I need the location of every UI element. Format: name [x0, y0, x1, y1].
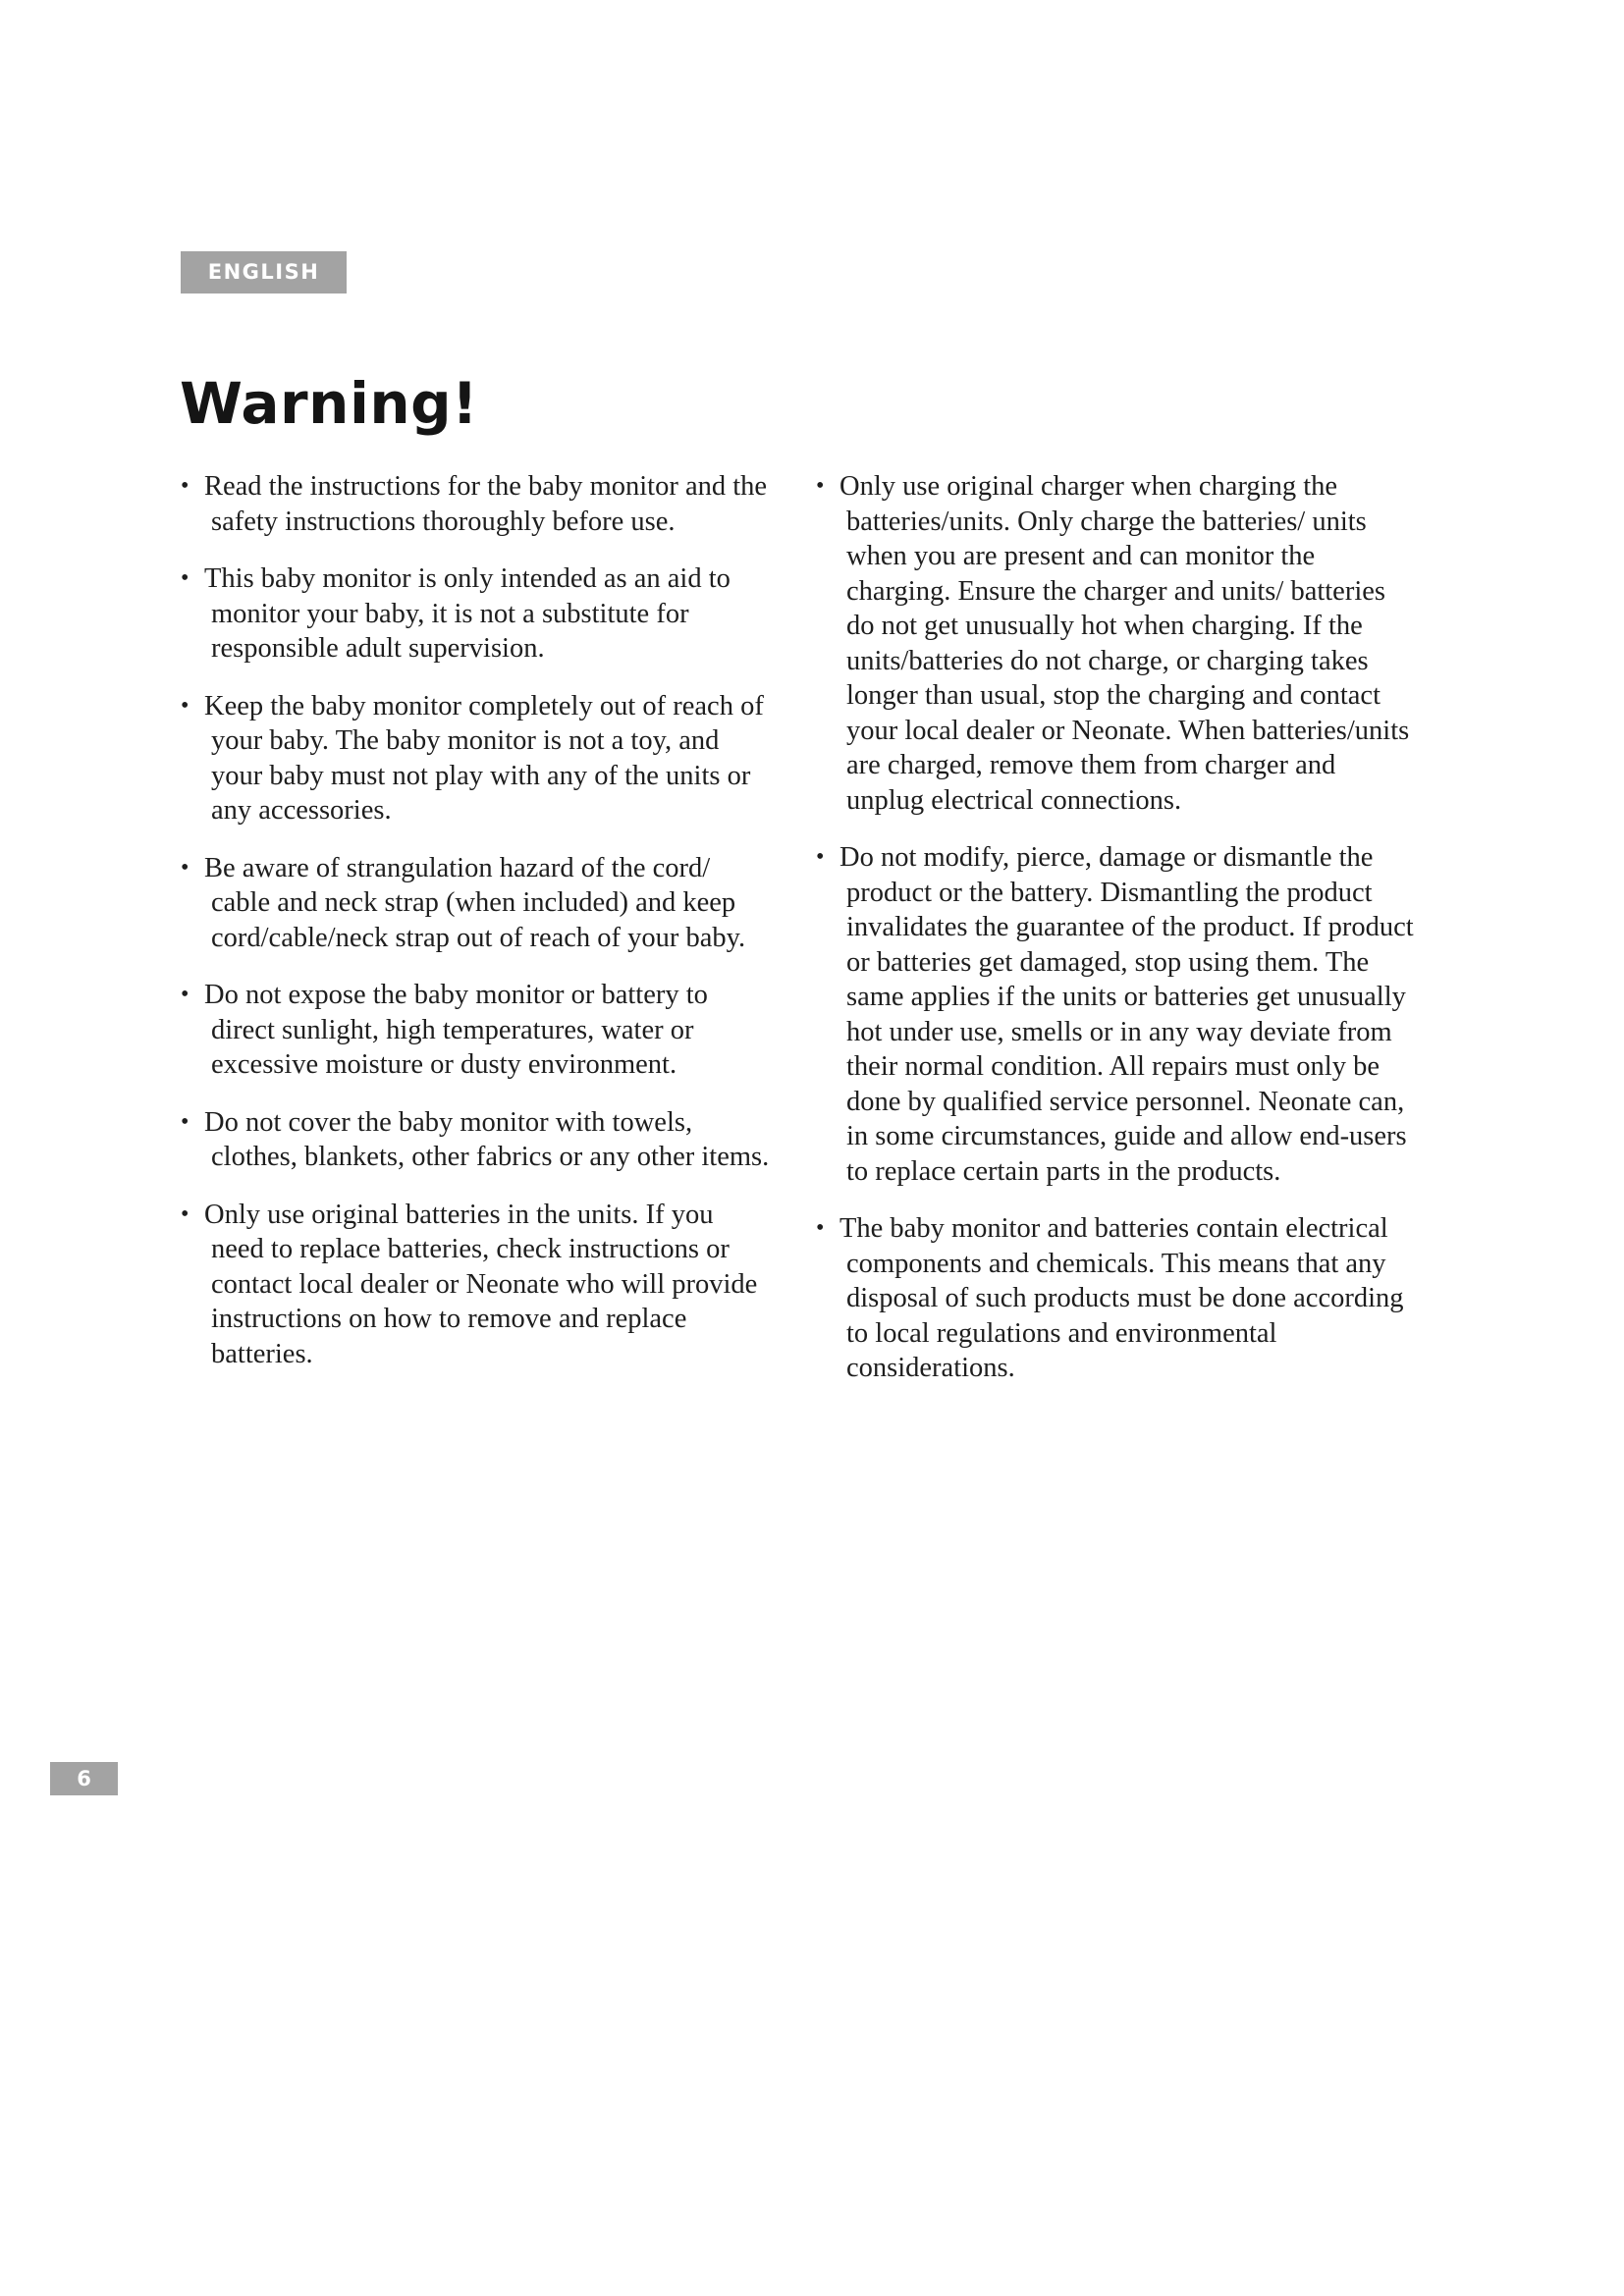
warning-text: • Be aware of strangulation hazard of the cord/ cable and neck strap (when included) and keep cord/cable/neck strap out of reach of your baby. [204, 852, 746, 953]
warning-item [816, 840, 1415, 1189]
warnings-list-right [816, 469, 1415, 1409]
warning-text: • Do not cover the baby monitor with towels, clothes, blankets, other fabrics or any other items. [204, 1106, 770, 1172]
warning-item [181, 1105, 770, 1175]
warning-item [181, 561, 770, 667]
warning-item [181, 1198, 770, 1372]
warning-item [181, 978, 770, 1083]
warning-item [181, 469, 770, 539]
warning-text: • Keep the baby monitor completely out of reach of your baby. The baby monitor is not a toy, and your baby must not play with any of the units or any accessories. [204, 690, 764, 826]
warning-item [816, 469, 1415, 818]
language-tab: ENGLISH [181, 251, 347, 294]
page-number: 6 [50, 1762, 118, 1795]
page-title: Warning! [180, 370, 479, 437]
warning-text: • Do not expose the baby monitor or battery to direct sunlight, high temperatures, water or excessive moisture or dusty environment. [204, 980, 708, 1080]
warning-text: • This baby monitor is only intended as an aid to monitor your baby, it is not a substitute for responsible adult supervision. [204, 563, 731, 664]
warning-item [816, 1211, 1415, 1386]
warning-item [181, 689, 770, 828]
warning-text: • Only use original batteries in the units. If you need to replace batteries, check instructions or contact local dealer or Neonate who will provide instructions on how to remove and replace batteries. [204, 1199, 758, 1369]
warnings-list-left [181, 469, 770, 1394]
warning-text: • Only use original charger when charging the batteries/units. Only charge the batteries/ units when you are present and can monitor the charging. Ensure the charger and units/ batteries do not get unusually hot when charging. If the units/batteries do not charge, or charging takes longer than usual, stop the charging and contact your local dealer or Neonate. When batteries/units are charged, remove them from charger and unplug electrical connections. [839, 471, 1410, 816]
warning-item [181, 851, 770, 956]
warning-text: • The baby monitor and batteries contain electrical components and chemicals. This means that any disposal of such products must be done according to local regulations and environmental considerations. [839, 1213, 1404, 1383]
warning-text: • Do not modify, pierce, damage or dismantle the product or the battery. Dismantling the product invalidates the guarantee of the product. If product or batteries get damaged, stop using them. The same applies if the units or batteries get unusually hot under use, smells or in any way deviate from their normal condition. All repairs must only be done by qualified service personnel. Neonate can, in some circumstances, guide and allow end-users to replace certain parts in the products. [839, 842, 1414, 1187]
warning-text: • Read the instructions for the baby monitor and the safety instructions thoroughly before use. [204, 471, 768, 537]
